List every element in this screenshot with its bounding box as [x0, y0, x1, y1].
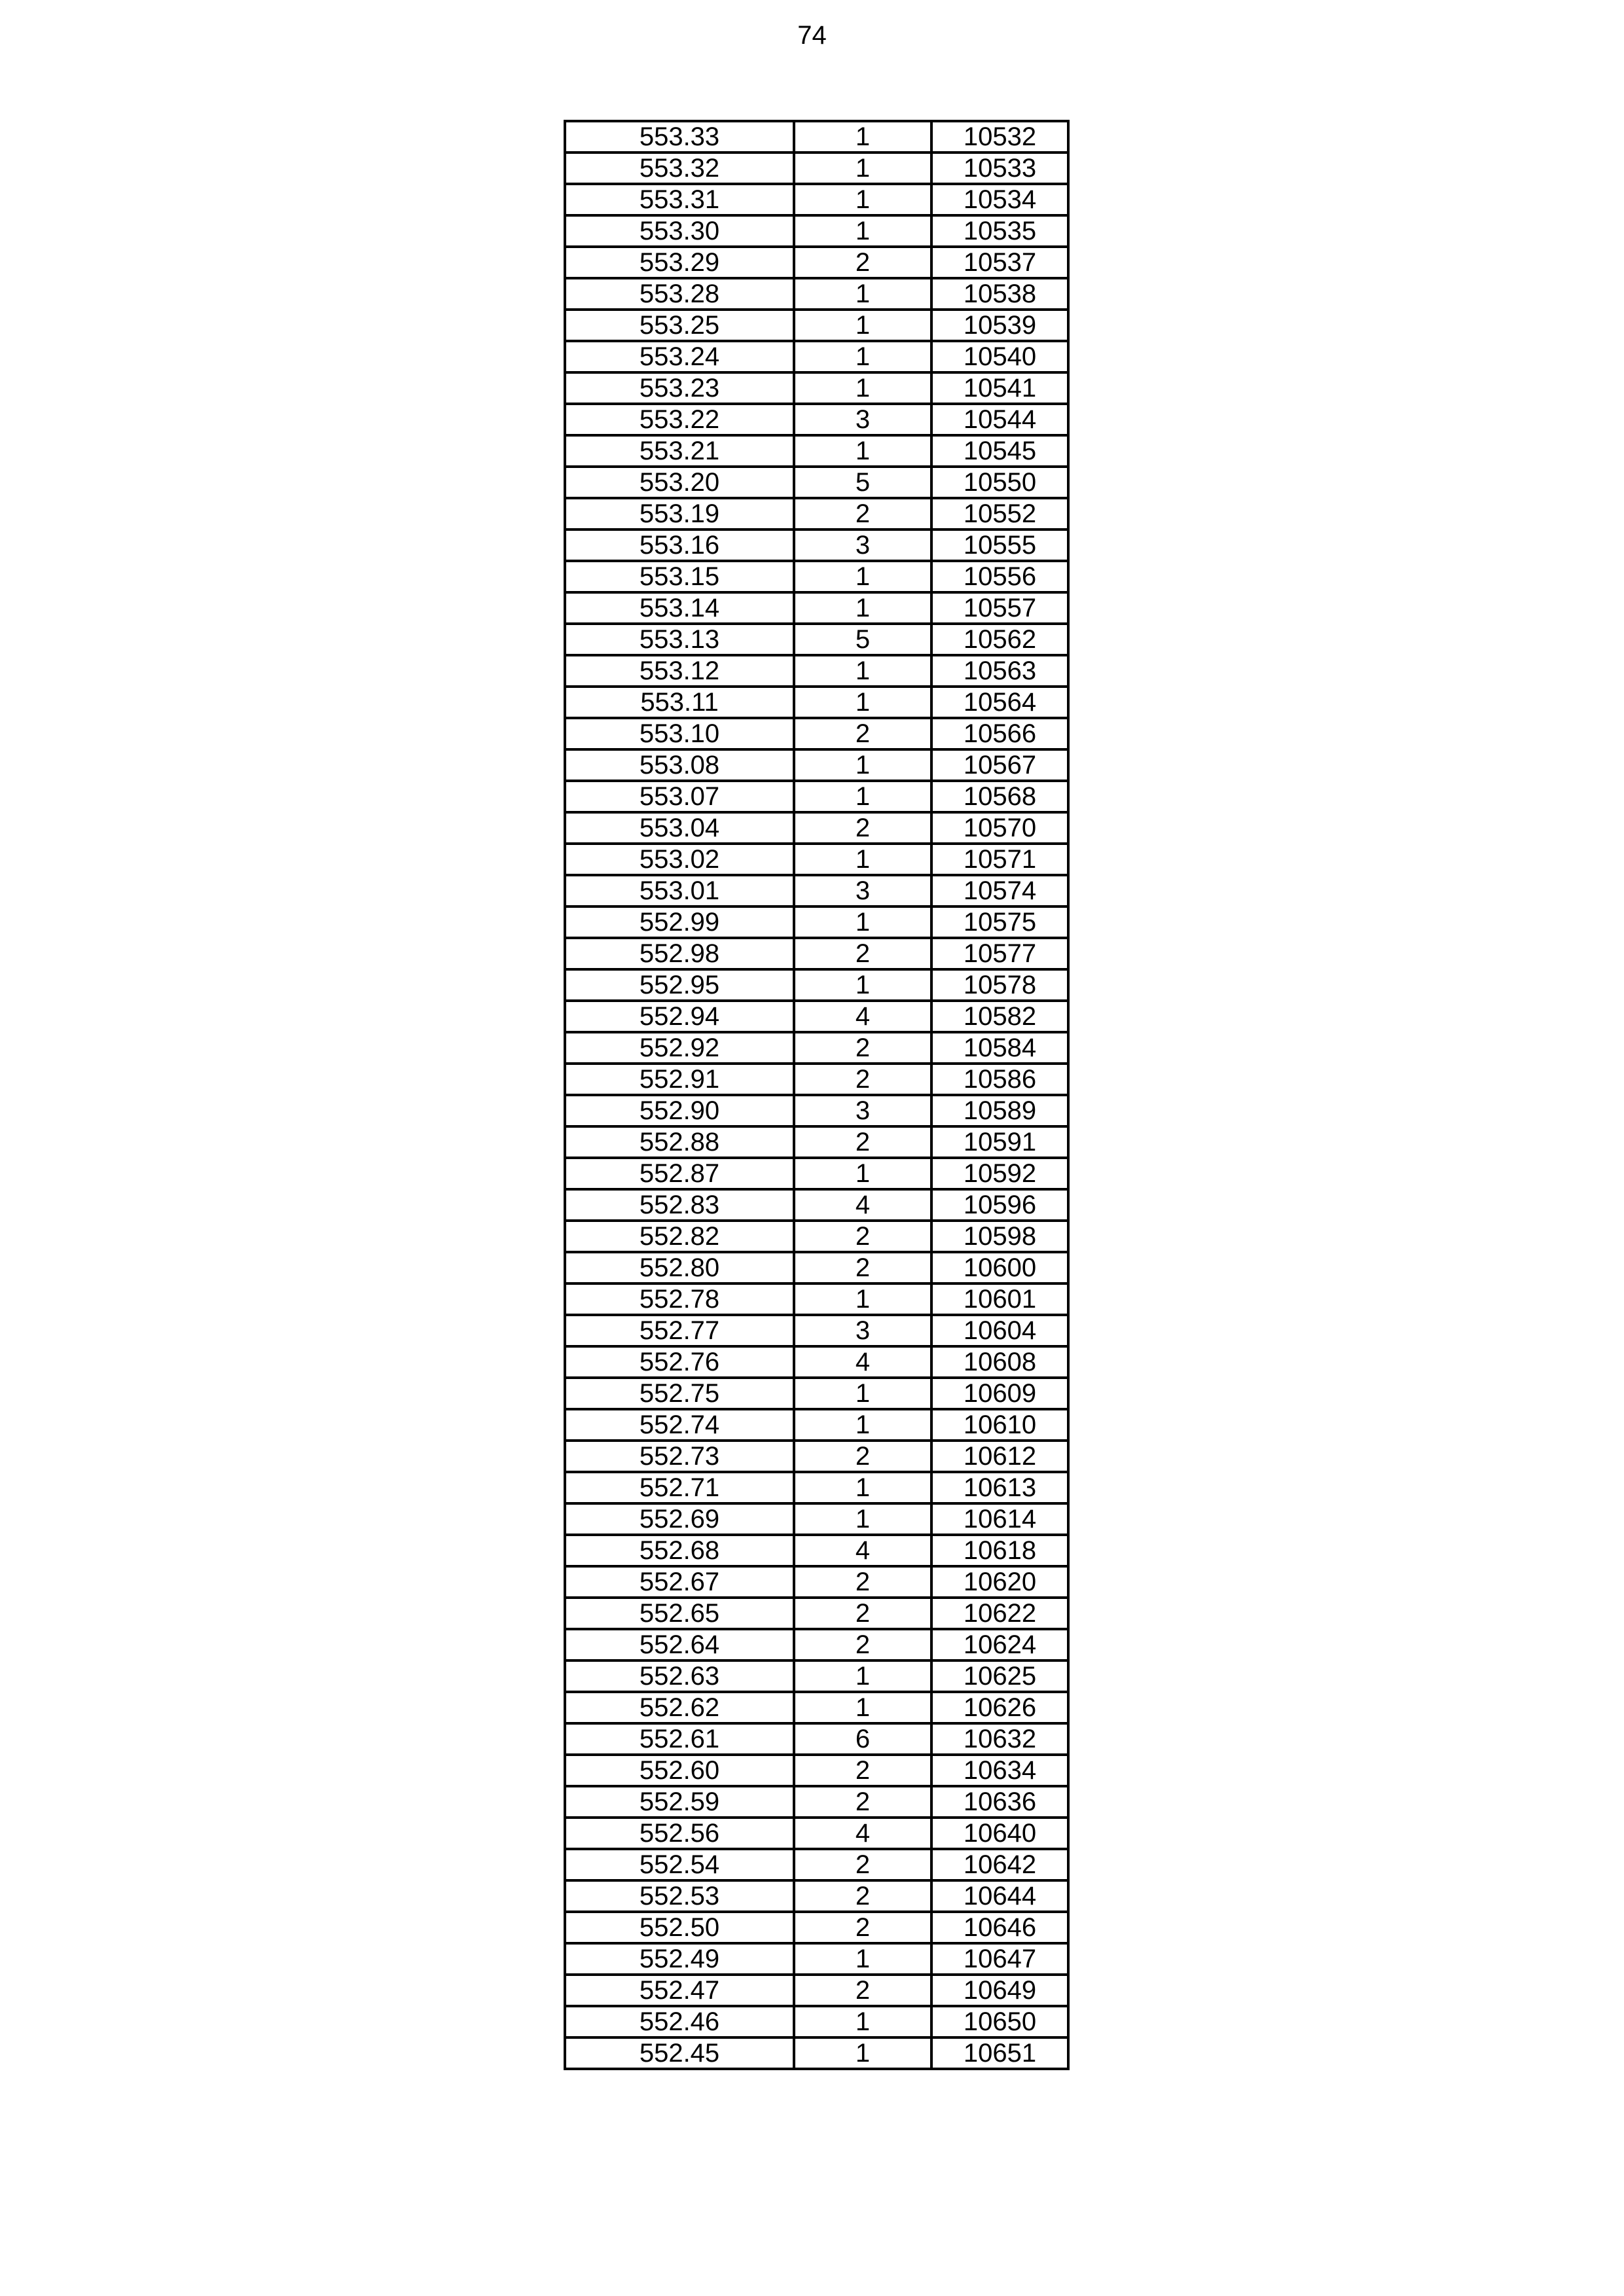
- count-cell: 1: [794, 655, 931, 687]
- cumulative-cell: 10556: [931, 561, 1068, 592]
- table-row: [565, 247, 1068, 278]
- value-cell: 553.16: [565, 529, 794, 561]
- count-cell: 1: [794, 969, 931, 1001]
- cumulative-cell: 10647: [931, 1943, 1068, 1975]
- value-cell: 553.19: [565, 498, 794, 529]
- table-row: [565, 969, 1068, 1001]
- count-cell: 4: [794, 1189, 931, 1221]
- table-row: [565, 592, 1068, 624]
- count-cell: 2: [794, 1975, 931, 2006]
- cumulative-cell: 10642: [931, 1849, 1068, 1880]
- table-row: [565, 404, 1068, 435]
- count-cell: 2: [794, 1912, 931, 1943]
- cumulative-cell: 10563: [931, 655, 1068, 687]
- value-cell: 553.02: [565, 844, 794, 875]
- value-cell: 553.01: [565, 875, 794, 906]
- table-row: [565, 906, 1068, 938]
- table-row: [565, 1158, 1068, 1189]
- value-cell: 553.23: [565, 372, 794, 404]
- value-cell: 552.59: [565, 1786, 794, 1818]
- cumulative-cell: 10624: [931, 1629, 1068, 1660]
- table-row: [565, 498, 1068, 529]
- count-cell: 5: [794, 624, 931, 655]
- count-cell: 1: [794, 906, 931, 938]
- value-cell: 552.62: [565, 1692, 794, 1723]
- count-cell: 1: [794, 561, 931, 592]
- cumulative-cell: 10533: [931, 152, 1068, 184]
- value-cell: 552.90: [565, 1095, 794, 1126]
- cumulative-cell: 10567: [931, 749, 1068, 781]
- count-cell: 1: [794, 215, 931, 247]
- count-cell: 1: [794, 1158, 931, 1189]
- table-row: [565, 2037, 1068, 2069]
- table-row: [565, 624, 1068, 655]
- cumulative-cell: 10612: [931, 1441, 1068, 1472]
- value-cell: 553.25: [565, 310, 794, 341]
- value-cell: 552.67: [565, 1566, 794, 1598]
- cumulative-cell: 10552: [931, 498, 1068, 529]
- table-row: [565, 278, 1068, 310]
- table-row: [565, 1472, 1068, 1503]
- table-row: [565, 1943, 1068, 1975]
- cumulative-cell: 10610: [931, 1409, 1068, 1441]
- count-cell: 3: [794, 875, 931, 906]
- count-cell: 1: [794, 749, 931, 781]
- count-cell: 2: [794, 1566, 931, 1598]
- value-cell: 552.45: [565, 2037, 794, 2069]
- count-cell: 3: [794, 1315, 931, 1346]
- value-cell: 552.80: [565, 1252, 794, 1283]
- cumulative-cell: 10620: [931, 1566, 1068, 1598]
- cumulative-cell: 10562: [931, 624, 1068, 655]
- value-cell: 552.50: [565, 1912, 794, 1943]
- cumulative-cell: 10545: [931, 435, 1068, 467]
- table-row: [565, 529, 1068, 561]
- cumulative-cell: 10539: [931, 310, 1068, 341]
- cumulative-cell: 10575: [931, 906, 1068, 938]
- cumulative-cell: 10651: [931, 2037, 1068, 2069]
- count-cell: 1: [794, 2006, 931, 2037]
- cumulative-cell: 10601: [931, 1283, 1068, 1315]
- cumulative-cell: 10566: [931, 718, 1068, 749]
- count-cell: 1: [794, 1692, 931, 1723]
- cumulative-cell: 10544: [931, 404, 1068, 435]
- table-row: [565, 467, 1068, 498]
- table-row: [565, 372, 1068, 404]
- value-cell: 552.74: [565, 1409, 794, 1441]
- cumulative-cell: 10613: [931, 1472, 1068, 1503]
- cumulative-cell: 10557: [931, 592, 1068, 624]
- value-cell: 552.71: [565, 1472, 794, 1503]
- table-row: [565, 2006, 1068, 2037]
- table-row: [565, 1598, 1068, 1629]
- count-cell: 1: [794, 781, 931, 812]
- value-cell: 553.22: [565, 404, 794, 435]
- cumulative-cell: 10570: [931, 812, 1068, 844]
- cumulative-cell: 10625: [931, 1660, 1068, 1692]
- cumulative-cell: 10644: [931, 1880, 1068, 1912]
- count-cell: 2: [794, 1755, 931, 1786]
- value-cell: 552.76: [565, 1346, 794, 1378]
- cumulative-cell: 10584: [931, 1032, 1068, 1064]
- table-row: [565, 749, 1068, 781]
- table-row: [565, 1786, 1068, 1818]
- value-cell: 552.63: [565, 1660, 794, 1692]
- value-cell: 553.30: [565, 215, 794, 247]
- count-cell: 4: [794, 1818, 931, 1849]
- table-row: [565, 561, 1068, 592]
- table-row: [565, 1252, 1068, 1283]
- value-cell: 552.92: [565, 1032, 794, 1064]
- value-cell: 553.31: [565, 184, 794, 215]
- cumulative-cell: 10591: [931, 1126, 1068, 1158]
- table-row: [565, 938, 1068, 969]
- count-cell: 1: [794, 1409, 931, 1441]
- value-cell: 553.20: [565, 467, 794, 498]
- value-cell: 553.12: [565, 655, 794, 687]
- value-cell: 552.78: [565, 1283, 794, 1315]
- value-cell: 552.88: [565, 1126, 794, 1158]
- data-table: [564, 120, 1070, 2070]
- table-row: [565, 310, 1068, 341]
- value-cell: 552.75: [565, 1378, 794, 1409]
- value-cell: 552.83: [565, 1189, 794, 1221]
- count-cell: 1: [794, 1472, 931, 1503]
- cumulative-cell: 10626: [931, 1692, 1068, 1723]
- count-cell: 3: [794, 404, 931, 435]
- table-row: [565, 184, 1068, 215]
- value-cell: 552.54: [565, 1849, 794, 1880]
- cumulative-cell: 10571: [931, 844, 1068, 875]
- table-row: [565, 1378, 1068, 1409]
- count-cell: 1: [794, 184, 931, 215]
- count-cell: 2: [794, 1441, 931, 1472]
- value-cell: 553.11: [565, 687, 794, 718]
- table-row: [565, 1535, 1068, 1566]
- cumulative-cell: 10538: [931, 278, 1068, 310]
- cumulative-cell: 10592: [931, 1158, 1068, 1189]
- table-row: [565, 1629, 1068, 1660]
- count-cell: 2: [794, 1221, 931, 1252]
- count-cell: 1: [794, 687, 931, 718]
- table-row: [565, 875, 1068, 906]
- value-cell: 552.91: [565, 1064, 794, 1095]
- value-cell: 553.32: [565, 152, 794, 184]
- cumulative-cell: 10596: [931, 1189, 1068, 1221]
- value-cell: 552.95: [565, 969, 794, 1001]
- table-row: [565, 435, 1068, 467]
- count-cell: 2: [794, 1064, 931, 1095]
- cumulative-cell: 10541: [931, 372, 1068, 404]
- value-cell: 552.68: [565, 1535, 794, 1566]
- count-cell: 4: [794, 1001, 931, 1032]
- value-cell: 552.64: [565, 1629, 794, 1660]
- cumulative-cell: 10640: [931, 1818, 1068, 1849]
- table-row: [565, 1221, 1068, 1252]
- cumulative-cell: 10534: [931, 184, 1068, 215]
- count-cell: 2: [794, 1629, 931, 1660]
- value-cell: 553.21: [565, 435, 794, 467]
- table-row: [565, 687, 1068, 718]
- value-cell: 552.82: [565, 1221, 794, 1252]
- table-row: [565, 718, 1068, 749]
- table-body: [565, 121, 1068, 2069]
- cumulative-cell: 10636: [931, 1786, 1068, 1818]
- table-row: [565, 655, 1068, 687]
- table-row: [565, 1818, 1068, 1849]
- value-cell: 552.65: [565, 1598, 794, 1629]
- count-cell: 1: [794, 1503, 931, 1535]
- table-row: [565, 1880, 1068, 1912]
- count-cell: 1: [794, 1943, 931, 1975]
- table-row: [565, 152, 1068, 184]
- value-cell: 553.29: [565, 247, 794, 278]
- value-cell: 552.53: [565, 1880, 794, 1912]
- value-cell: 552.60: [565, 1755, 794, 1786]
- value-cell: 553.14: [565, 592, 794, 624]
- count-cell: 2: [794, 1252, 931, 1283]
- count-cell: 1: [794, 2037, 931, 2069]
- count-cell: 6: [794, 1723, 931, 1755]
- page-number: 74: [797, 21, 827, 50]
- count-cell: 1: [794, 372, 931, 404]
- count-cell: 2: [794, 1598, 931, 1629]
- cumulative-cell: 10622: [931, 1598, 1068, 1629]
- table-row: [565, 341, 1068, 372]
- cumulative-cell: 10646: [931, 1912, 1068, 1943]
- table-row: [565, 1912, 1068, 1943]
- cumulative-cell: 10555: [931, 529, 1068, 561]
- count-cell: 3: [794, 529, 931, 561]
- value-cell: 552.99: [565, 906, 794, 938]
- table-row: [565, 1692, 1068, 1723]
- cumulative-cell: 10598: [931, 1221, 1068, 1252]
- cumulative-cell: 10537: [931, 247, 1068, 278]
- cumulative-cell: 10574: [931, 875, 1068, 906]
- value-cell: 552.77: [565, 1315, 794, 1346]
- cumulative-cell: 10650: [931, 2006, 1068, 2037]
- count-cell: 2: [794, 812, 931, 844]
- count-cell: 1: [794, 121, 931, 152]
- value-cell: 553.07: [565, 781, 794, 812]
- table-row: [565, 1064, 1068, 1095]
- table-row: [565, 1566, 1068, 1598]
- value-cell: 552.49: [565, 1943, 794, 1975]
- count-cell: 4: [794, 1535, 931, 1566]
- cumulative-cell: 10586: [931, 1064, 1068, 1095]
- value-cell: 553.33: [565, 121, 794, 152]
- count-cell: 2: [794, 1126, 931, 1158]
- cumulative-cell: 10632: [931, 1723, 1068, 1755]
- value-cell: 552.46: [565, 2006, 794, 2037]
- table-row: [565, 1001, 1068, 1032]
- count-cell: 2: [794, 1880, 931, 1912]
- cumulative-cell: 10582: [931, 1001, 1068, 1032]
- value-cell: 553.08: [565, 749, 794, 781]
- cumulative-cell: 10540: [931, 341, 1068, 372]
- table-row: [565, 1409, 1068, 1441]
- count-cell: 1: [794, 844, 931, 875]
- value-cell: 553.04: [565, 812, 794, 844]
- table-row: [565, 812, 1068, 844]
- value-cell: 552.87: [565, 1158, 794, 1189]
- table-row: [565, 1283, 1068, 1315]
- table-row: [565, 1660, 1068, 1692]
- count-cell: 1: [794, 152, 931, 184]
- value-cell: 552.98: [565, 938, 794, 969]
- count-cell: 3: [794, 1095, 931, 1126]
- table-row: [565, 1441, 1068, 1472]
- value-cell: 553.24: [565, 341, 794, 372]
- count-cell: 2: [794, 1032, 931, 1064]
- cumulative-cell: 10634: [931, 1755, 1068, 1786]
- table-row: [565, 121, 1068, 152]
- table-row: [565, 1189, 1068, 1221]
- count-cell: 1: [794, 435, 931, 467]
- cumulative-cell: 10568: [931, 781, 1068, 812]
- value-cell: 552.94: [565, 1001, 794, 1032]
- count-cell: 1: [794, 310, 931, 341]
- table-row: [565, 215, 1068, 247]
- value-cell: 552.56: [565, 1818, 794, 1849]
- count-cell: 2: [794, 247, 931, 278]
- cumulative-cell: 10604: [931, 1315, 1068, 1346]
- count-cell: 5: [794, 467, 931, 498]
- cumulative-cell: 10609: [931, 1378, 1068, 1409]
- table-row: [565, 1346, 1068, 1378]
- count-cell: 2: [794, 498, 931, 529]
- value-cell: 552.61: [565, 1723, 794, 1755]
- value-cell: 553.10: [565, 718, 794, 749]
- cumulative-cell: 10600: [931, 1252, 1068, 1283]
- value-cell: 552.69: [565, 1503, 794, 1535]
- value-cell: 553.15: [565, 561, 794, 592]
- count-cell: 2: [794, 1849, 931, 1880]
- value-cell: 553.28: [565, 278, 794, 310]
- count-cell: 2: [794, 718, 931, 749]
- cumulative-cell: 10589: [931, 1095, 1068, 1126]
- cumulative-cell: 10535: [931, 215, 1068, 247]
- table-row: [565, 844, 1068, 875]
- table-row: [565, 1032, 1068, 1064]
- count-cell: 4: [794, 1346, 931, 1378]
- value-cell: 553.13: [565, 624, 794, 655]
- table-row: [565, 1315, 1068, 1346]
- count-cell: 1: [794, 592, 931, 624]
- cumulative-cell: 10564: [931, 687, 1068, 718]
- cumulative-cell: 10532: [931, 121, 1068, 152]
- value-cell: 552.73: [565, 1441, 794, 1472]
- count-cell: 1: [794, 1660, 931, 1692]
- cumulative-cell: 10649: [931, 1975, 1068, 2006]
- cumulative-cell: 10608: [931, 1346, 1068, 1378]
- table-row: [565, 1755, 1068, 1786]
- cumulative-cell: 10614: [931, 1503, 1068, 1535]
- count-cell: 1: [794, 341, 931, 372]
- value-cell: 552.47: [565, 1975, 794, 2006]
- count-cell: 2: [794, 1786, 931, 1818]
- count-cell: 1: [794, 1283, 931, 1315]
- table-row: [565, 1975, 1068, 2006]
- count-cell: 1: [794, 1378, 931, 1409]
- cumulative-cell: 10578: [931, 969, 1068, 1001]
- table-row: [565, 1723, 1068, 1755]
- count-cell: 2: [794, 938, 931, 969]
- count-cell: 1: [794, 278, 931, 310]
- table-row: [565, 1503, 1068, 1535]
- table-row: [565, 781, 1068, 812]
- table-row: [565, 1095, 1068, 1126]
- cumulative-cell: 10550: [931, 467, 1068, 498]
- cumulative-cell: 10577: [931, 938, 1068, 969]
- cumulative-cell: 10618: [931, 1535, 1068, 1566]
- table-row: [565, 1126, 1068, 1158]
- table-row: [565, 1849, 1068, 1880]
